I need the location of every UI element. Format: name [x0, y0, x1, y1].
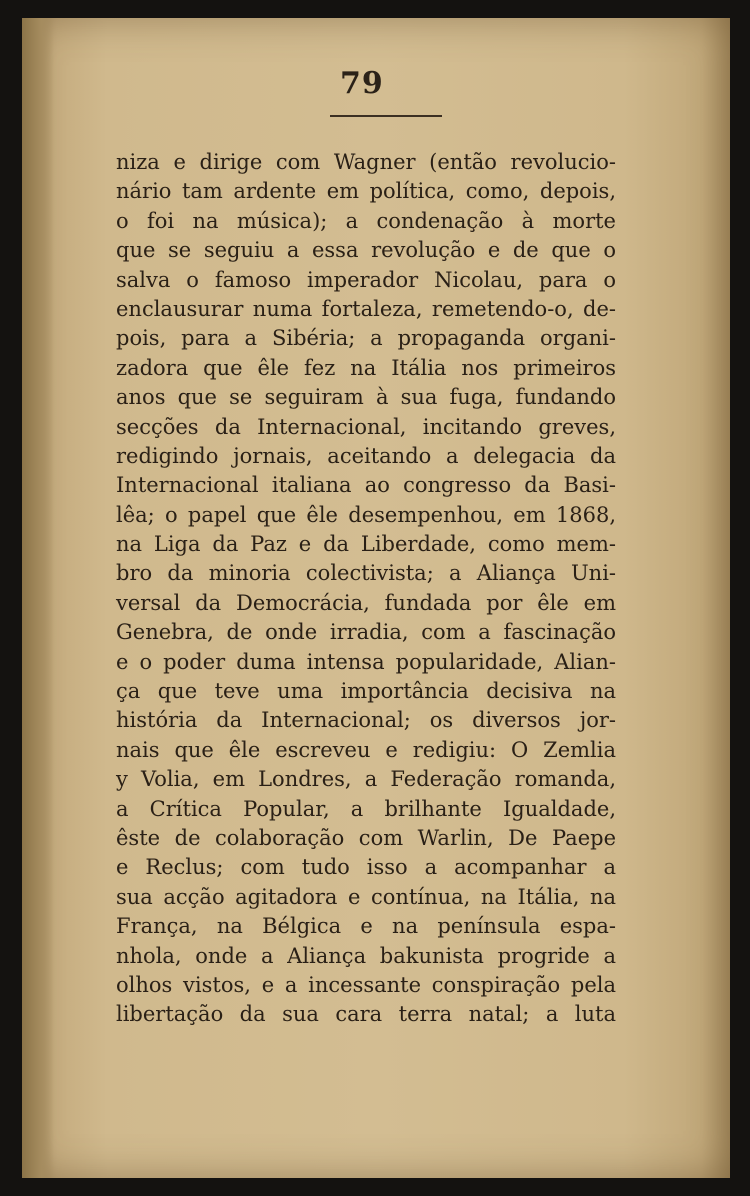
text-line: na Liga da Paz e da Liberdade, como mem-: [116, 532, 616, 557]
text-line: nais que êle escreveu e redigiu: O Zemlia: [116, 737, 616, 762]
text-line: sua acção agitadora e contínua, na Itália, na: [116, 884, 616, 909]
text-line: salva o famoso imperador Nicolau, para o: [116, 267, 616, 292]
body-text: [116, 148, 616, 1030]
text-line: lêa; o papel que êle desempenhou, em 1868,: [116, 502, 616, 527]
text-line: pois, para a Sibéria; a propaganda organi-: [116, 326, 616, 351]
text-line: e Reclus; com tudo isso a acompanhar a: [116, 855, 616, 880]
text-line: bro da minoria colectivista; a Aliança Uni-: [116, 561, 616, 586]
text-line: que se seguiu a essa revolução e de que o: [116, 238, 616, 263]
text-line: Genebra, de onde irradia, com a fascinação: [116, 620, 616, 645]
page-binding-edge: [22, 18, 54, 1178]
page-number-rule: [330, 115, 442, 117]
text-line: a Crítica Popular, a brilhante Igualdade,: [116, 796, 616, 821]
text-line: ça que teve uma importância decisiva na: [116, 679, 616, 704]
text-line: nário tam ardente em política, como, depois,: [116, 179, 616, 204]
page-number: 79: [340, 66, 384, 101]
text-line: nhola, onde a Aliança bakunista progride a: [116, 943, 616, 968]
text-line: êste de colaboração com Warlin, De Paepe: [116, 825, 616, 850]
text-line: e o poder duma intensa popularidade, Alian-: [116, 649, 616, 674]
text-line: secções da Internacional, incitando greves,: [116, 414, 616, 439]
text-line: versal da Democrácia, fundada por êle em: [116, 590, 616, 615]
text-line: história da Internacional; os diversos jor-: [116, 708, 616, 733]
text-line: enclausurar numa fortaleza, remetendo-o, de-: [116, 296, 616, 321]
text-line: libertação da sua cara terra natal; a luta: [116, 1002, 616, 1027]
text-line: y Volia, em Londres, a Federação romanda,: [116, 767, 616, 792]
text-line: anos que se seguiram à sua fuga, fundando: [116, 385, 616, 410]
text-line: niza e dirige com Wagner (então revolucio-: [116, 150, 616, 174]
text-line: Internacional italiana ao congresso da Basi-: [116, 473, 616, 498]
text-line: o foi na música); a condenação à morte: [116, 208, 616, 233]
text-line: França, na Bélgica e na península espa-: [116, 914, 616, 939]
text-line: zadora que êle fez na Itália nos primeiros: [116, 355, 616, 380]
text-line: redigindo jornais, aceitando a delegacia da: [116, 443, 616, 468]
text-line: olhos vistos, e a incessante conspiração pela: [116, 972, 616, 997]
